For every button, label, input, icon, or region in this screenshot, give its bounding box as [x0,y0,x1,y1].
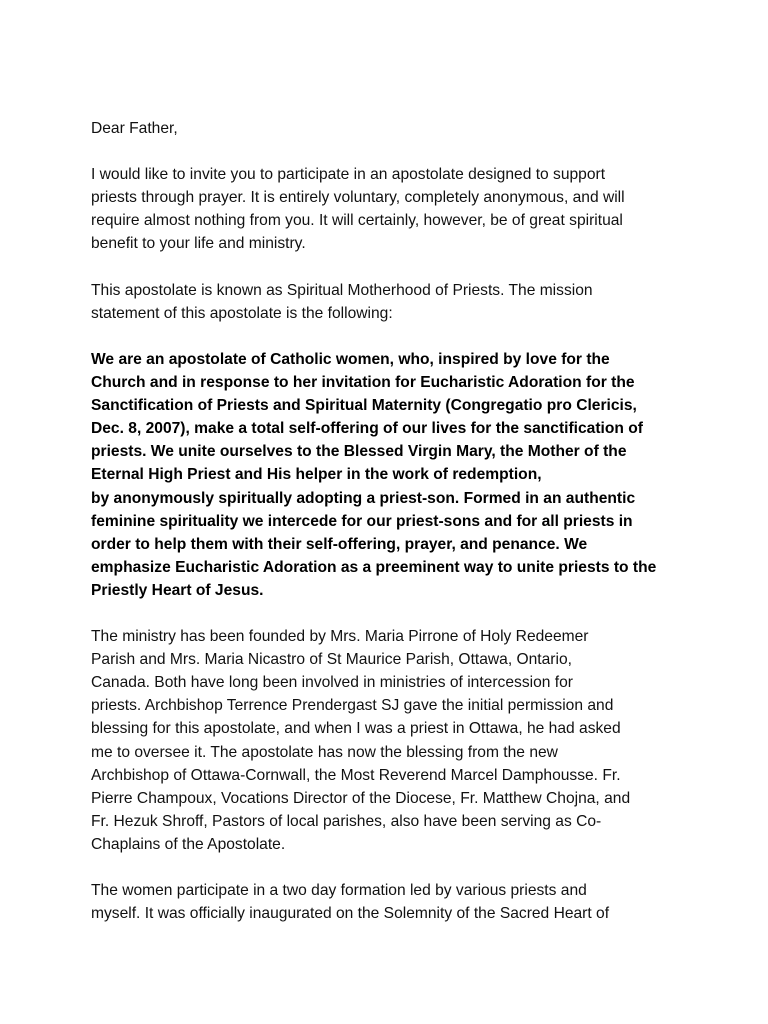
text-line: priests through prayer. It is entirely voluntary, completely anonymous, and will [91,189,625,207]
text-line: Archbishop of Ottawa-Cornwall, the Most Reverend Marcel Damphousse. Fr. [91,766,621,784]
text-line: order to help them with their self-offering, prayer, and penance. We [91,535,588,553]
text-line: Canada. Both have long been involved in ministries of intercession for [91,674,573,692]
text-line: Parish and Mrs. Maria Nicastro of St Maurice Parish, Ottawa, Ontario, [91,651,572,669]
text-line: Pierre Champoux, Vocations Director of the Diocese, Fr. Matthew Chojna, and [91,789,631,807]
text-line: The women participate in a two day formation led by various priests and [91,882,587,900]
letter-body [91,117,691,948]
text-line: benefit to your life and ministry. [91,235,306,253]
text-line: emphasize Eucharistic Adoration as a preeminent way to unite priests to the [91,558,657,576]
paragraph-ministry-founding [91,625,691,856]
text-line: priests. Archbishop Terrence Prendergast SJ gave the initial permission and [91,697,614,715]
paragraph-invitation [91,163,691,255]
text-line: blessing for this apostolate, and when I was a priest in Ottawa, he had asked [91,720,621,738]
paragraph-formation [91,879,691,925]
text-line: We are an apostolate of Catholic women, who, inspired by love for the [91,350,610,368]
paragraph-mission-statement [91,348,691,602]
salutation-line: Dear Father, [91,120,178,137]
text-line: require almost nothing from you. It will certainly, however, be of great spiritual [91,212,623,230]
paragraph-apostolate-intro [91,279,691,325]
text-line: Dec. 8, 2007), make a total self-offering of our lives for the sanctification of [91,420,643,438]
text-line: Sanctification of Priests and Spiritual Maternity (Congregatio pro Clericis, [91,397,637,415]
text-line: feminine spirituality we intercede for our priest-sons and for all priests in [91,512,633,530]
text-line: Chaplains of the Apostolate. [91,835,286,853]
salutation [91,117,691,140]
text-line: Priestly Heart of Jesus. [91,581,264,599]
text-line: myself. It was officially inaugurated on the Solemnity of the Sacred Heart of [91,905,610,923]
text-line: Fr. Hezuk Shroff, Pastors of local parishes, also have been serving as Co- [91,812,602,830]
text-line: I would like to invite you to participate in an apostolate designed to support [91,166,606,184]
text-line: Church and in response to her invitation for Eucharistic Adoration for the [91,374,635,392]
text-line: Eternal High Priest and His helper in the work of redemption, [91,466,542,484]
text-line: statement of this apostolate is the following: [91,304,393,322]
text-line: priests. We unite ourselves to the Blessed Virgin Mary, the Mother of the [91,443,627,461]
text-line: by anonymously spiritually adopting a priest-son. Formed in an authentic [91,489,636,507]
text-line: This apostolate is known as Spiritual Motherhood of Priests. The mission [91,281,593,299]
text-line: The ministry has been founded by Mrs. Maria Pirrone of Holy Redeemer [91,628,589,646]
text-line: me to oversee it. The apostolate has now the blessing from the new [91,743,558,761]
